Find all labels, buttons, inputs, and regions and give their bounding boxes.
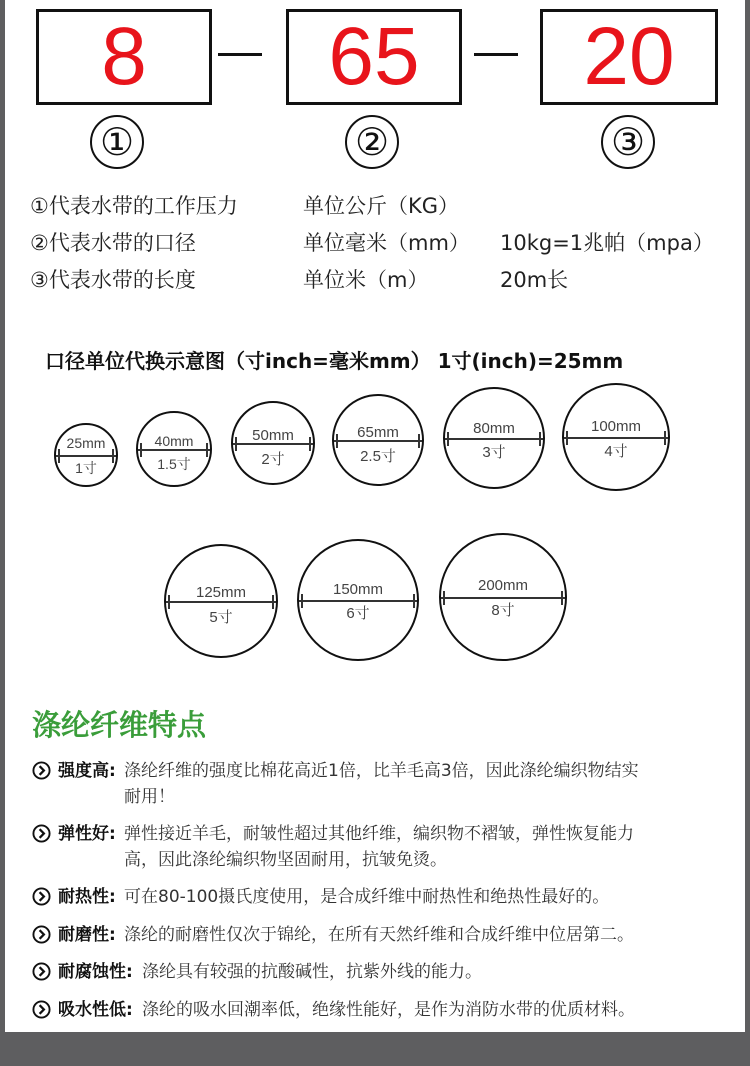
legend-note: 20m长 (500, 268, 569, 292)
feature-label: 吸水性低: (58, 1000, 133, 1020)
feature-item (32, 922, 732, 948)
diameter-line (56, 455, 116, 457)
pipe-circle-150 (297, 539, 419, 661)
pipe-mm-label: 100mm (590, 418, 642, 435)
pipe-circle-125 (164, 544, 278, 658)
pipe-circle-200 (439, 533, 567, 661)
circle-chevron-right-icon (32, 761, 51, 780)
circle-chevron-right-icon (32, 824, 51, 843)
size-diagram-title: 口径单位代换示意图（寸inch=毫米mm） 1寸(inch)=25mm (45, 349, 624, 373)
pipe-mm-label: 40mm (154, 433, 194, 449)
pipe-cun-label: 1寸 (75, 460, 97, 476)
feature-text: 可在80-100摄氏度使用，是合成纤维中耐热性和绝热性最好的。 (124, 887, 610, 907)
pipe-circle-100 (562, 383, 670, 491)
features-title: 涤纶纤维特点 (32, 708, 207, 742)
diameter-line (138, 449, 210, 451)
feature-text: 涤纶的吸水回潮率低，绝缘性能好，是作为消防水带的优质材料。 (142, 1000, 635, 1020)
feature-text: 耐用！ (124, 787, 175, 807)
circle-chevron-right-icon (32, 925, 51, 944)
feature-text: 涤纶纤维的强度比棉花高近1倍，比羊毛高3倍，因此涤纶编织物结实 (124, 761, 639, 781)
pipe-cun-label: 2.5寸 (360, 448, 396, 465)
diameter-code-box: 65 (286, 9, 462, 105)
legend-unit: 单位毫米（mm） (303, 231, 470, 255)
pipe-mm-label: 50mm (252, 427, 294, 444)
marker-2: ② (345, 115, 399, 169)
pipe-cun-label: 3寸 (482, 444, 506, 461)
legend-unit: 单位公斤（KG） (303, 194, 460, 218)
circle-chevron-right-icon (32, 962, 51, 981)
pipe-mm-label: 65mm (357, 424, 399, 441)
feature-label: 耐腐蚀性: (58, 962, 133, 982)
pipe-cun-label: 4寸 (604, 443, 628, 460)
pipe-mm-label: 80mm (473, 420, 515, 437)
pipe-cun-label: 8寸 (491, 602, 515, 619)
feature-item (32, 997, 732, 1023)
pipe-circle-80 (443, 387, 545, 489)
feature-text: 弹性接近羊毛，耐皱性超过其他纤维，编织物不褶皱，弹性恢复能力 (124, 824, 634, 844)
pipe-cun-label: 6寸 (346, 605, 370, 622)
pipe-cun-label: 5寸 (209, 609, 233, 626)
pipe-circle-65 (332, 394, 424, 486)
pipe-mm-label: 150mm (332, 581, 384, 598)
marker-1: ① (90, 115, 144, 169)
pipe-circle-25 (54, 423, 118, 487)
feature-text: 涤纶的耐磨性仅次于锦纶，在所有天然纤维和合成纤维中位居第二。 (124, 925, 634, 945)
circle-chevron-right-icon (32, 887, 51, 906)
feature-item (32, 821, 732, 873)
feature-item (32, 758, 732, 810)
legend-desc: ①代表水带的工作压力 (30, 194, 238, 218)
spec-sheet (5, 0, 745, 1032)
diameter-line (564, 437, 668, 439)
feature-item (32, 884, 732, 910)
pipe-circle-50 (231, 401, 315, 485)
legend-desc: ②代表水带的口径 (30, 231, 196, 255)
pipe-cun-label: 1.5寸 (157, 456, 191, 472)
feature-label: 弹性好: (58, 824, 116, 844)
legend-desc: ③代表水带的长度 (30, 268, 196, 292)
pipe-mm-label: 200mm (477, 577, 529, 594)
legend-unit: 单位米（m） (303, 268, 429, 292)
feature-label: 强度高: (58, 761, 116, 781)
circle-chevron-right-icon (32, 1000, 51, 1019)
feature-text: 高，因此涤纶编织物坚固耐用，抗皱免烫。 (124, 850, 447, 870)
pipe-mm-label: 125mm (195, 584, 247, 601)
feature-label: 耐热性: (58, 887, 116, 907)
pressure-code-box: 8 (36, 9, 212, 105)
code-separator-dash (474, 53, 518, 56)
pipe-mm-label: 25mm (66, 435, 106, 451)
legend-note: 10kg=1兆帕（mpa） (500, 231, 714, 255)
feature-item (32, 959, 732, 985)
diameter-line (445, 438, 543, 440)
code-separator-dash (218, 53, 262, 56)
pipe-circle-40 (136, 411, 212, 487)
feature-text: 涤纶具有较强的抗酸碱性，抗紫外线的能力。 (142, 962, 482, 982)
pipe-cun-label: 2寸 (261, 451, 285, 468)
feature-label: 耐磨性: (58, 925, 116, 945)
length-code-box: 20 (540, 9, 718, 105)
marker-3: ③ (601, 115, 655, 169)
diameter-line (166, 601, 276, 603)
